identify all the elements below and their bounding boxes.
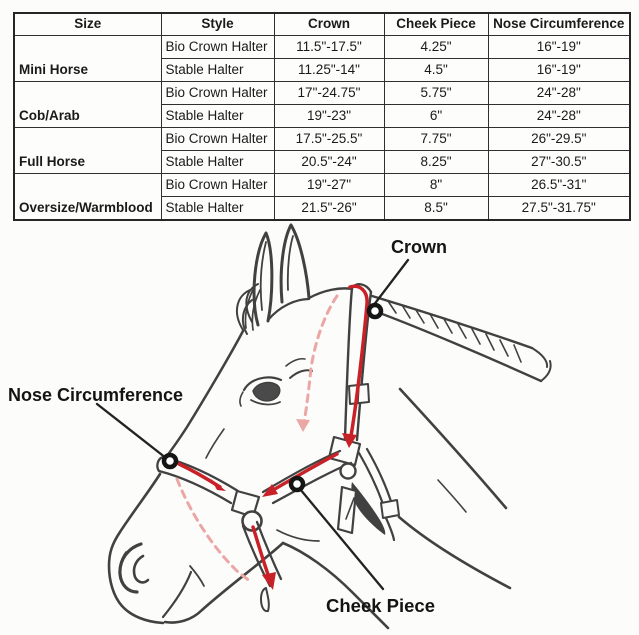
header-cheek-piece: Cheek Piece [384,13,488,36]
nose-circumference-cell: 16"-19" [488,59,630,82]
table-row [14,82,630,105]
halter-size-table [13,12,631,221]
crown-cell: 11.25"-14" [274,59,384,82]
style-cell: Stable Halter [161,59,274,82]
label-leader-lines [97,260,408,589]
horse-line-art [109,225,551,628]
style-cell: Stable Halter [161,105,274,128]
nose-circumference-cell: 24"-28" [488,82,630,105]
cheek-piece-label: Cheek Piece [326,595,436,616]
crown-cell: 19"-27" [274,174,384,197]
dashed-arrowhead-icon [296,419,310,432]
cheek-piece-cell: 8.25" [384,151,488,174]
cheek-piece-cell: 4.5" [384,59,488,82]
nose-circumference-cell: 24"-28" [488,105,630,128]
crown-label: Crown [391,237,447,257]
header-nose-circumference: Nose Circumference [488,13,630,36]
size-cell: Mini Horse [14,36,161,82]
chin-arrowhead-icon [262,572,276,590]
cheek-piece-cell: 8" [384,174,488,197]
header-crown: Crown [274,13,384,36]
style-cell: Stable Halter [161,151,274,174]
size-cell: Full Horse [14,128,161,174]
style-cell: Bio Crown Halter [161,174,274,197]
table-row [14,36,630,59]
crown-cell: 11.5"-17.5" [274,36,384,59]
style-cell: Bio Crown Halter [161,128,274,151]
crown-leader-line [373,260,408,306]
cheek-piece-cell: 4.25" [384,36,488,59]
size-cell: Cob/Arab [14,82,161,128]
header-size: Size [14,13,161,36]
nose-circumference-cell: 27.5"-31.75" [488,197,630,221]
horse-head-illustration [0,222,639,630]
cheek-piece-cell: 8.5" [384,197,488,221]
style-cell: Stable Halter [161,197,274,221]
nose-marker-icon [164,455,176,467]
nose-circumference-cell: 16"-19" [488,36,630,59]
crown-cell: 17"-24.75" [274,82,384,105]
table-row [14,128,630,151]
cheek-piece-cell: 5.75" [384,82,488,105]
nose-circumference-cell: 27"-30.5" [488,151,630,174]
size-table-body [14,36,630,221]
nose-circumference-label: Nose Circumference [8,385,184,405]
header-style: Style [161,13,274,36]
size-cell: Oversize/Warmblood [14,174,161,221]
size-table-header [14,13,630,36]
crown-marker-icon [369,305,381,317]
style-cell: Bio Crown Halter [161,82,274,105]
crown-cell: 17.5"-25.5" [274,128,384,151]
cheek-piece-cell: 7.75" [384,128,488,151]
table-row [14,174,630,197]
crown-cell: 20.5"-24" [274,151,384,174]
nose-circumference-cell: 26"-29.5" [488,128,630,151]
cheek-marker-icon [291,478,303,490]
nose-circumference-cell: 26.5"-31" [488,174,630,197]
nose-leader-line [97,404,166,458]
style-cell: Bio Crown Halter [161,36,274,59]
halter-measurement-diagram [0,222,639,630]
crown-cell: 19"-23" [274,105,384,128]
crown-cell: 21.5"-26" [274,197,384,221]
cheek-piece-cell: 6" [384,105,488,128]
